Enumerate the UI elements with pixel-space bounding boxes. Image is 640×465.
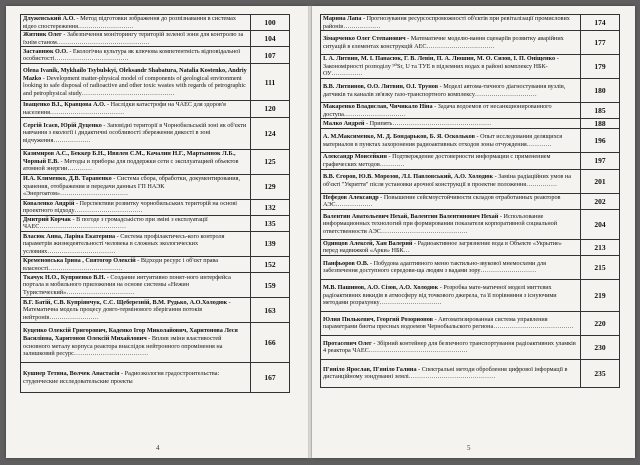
entry-title: - Система сбора, обработки, документирования, хранения, отображения и передачи данных ГП НАЭК «Энергоатом»…………………………… <box>23 175 240 198</box>
toc-entry <box>321 79 581 103</box>
entry-authors: П'яніло Ярослав, П'яніло Галина <box>323 365 417 373</box>
entry-authors: Юлия Пилькевич, Георгий Розорионов <box>323 315 434 323</box>
entry-authors: Кушнер Тетяна, Волчек Анастасія <box>23 370 120 378</box>
entry-title: - Наслідки катастрофи на ЧАЕС для здоров'я населення……………………………… <box>23 101 226 116</box>
entry-authors: Макаренко Владислав, Чичикало Ніна <box>323 103 433 111</box>
page-number: 5 <box>467 444 471 452</box>
entry-authors: Нефедов Александр <box>323 193 379 201</box>
toc-row <box>321 209 620 239</box>
toc-entry <box>21 298 251 323</box>
toc-table-left <box>20 14 290 393</box>
entry-title: - Математична модель процесу довго-термінового зберігання потоків нейтронів…………………… <box>23 298 231 321</box>
toc-body-right <box>321 15 620 388</box>
entry-title: - Побудова адаптивного меню тактильно-звукової мнемосхеми для забезпечення доступного середови-ща людям з вадами зору……………………… <box>323 259 546 275</box>
toc-entry <box>321 153 581 169</box>
toc-entry <box>21 149 251 174</box>
entry-page-number: 163 <box>251 298 290 323</box>
entry-title: - Метод підготовки зображення до розпізнавання в системах відео спостереження……………………… <box>23 15 237 30</box>
entry-title: - Заповідні території в Чорнобильській зоні як об'єкти навчання з екології і дидактичні особливості збереження дикості в зоні відчуження……………… <box>23 121 247 144</box>
entry-title: - Опыт исследования делящихся материалов в пунктах захоронения радиоактивных отходов зоны отчуждения………… <box>323 133 563 148</box>
entry-authors: В.Г. Батій, С.В. Купріянчук, С.С. Щеберезній, В.М. Рудько, А.О.Холодюк <box>23 298 228 306</box>
entry-authors: М.В. Пашинов, А.О. Сізов, А.О. Холодюк <box>323 284 439 292</box>
toc-row <box>321 79 620 103</box>
toc-row <box>321 169 620 193</box>
entry-authors: Казимиров А.С., Беккер Б.Н., Ивялев С.М., Качалин Н.Г., Мартыннок Л.Б., Чорный Е.В. <box>23 150 236 165</box>
toc-entry <box>21 215 251 231</box>
entry-title: - Забезпечення моніторингу територій зеленої зони для контролю за їхнім станом……………………………………… <box>23 31 244 46</box>
entry-authors: В.В. Єгоров, Ю.В. Морозов, Л.І. Павловський, А.О. Холодюк <box>323 173 494 181</box>
entry-page-number: 135 <box>251 215 290 231</box>
toc-entry <box>321 255 581 279</box>
entry-authors: Житник Олег <box>23 31 62 39</box>
entry-authors: Власюк Анна, Ларіна Екатерина <box>23 232 116 240</box>
entry-page-number: 230 <box>581 335 620 359</box>
toc-entry <box>21 199 251 215</box>
page-number: 4 <box>156 444 160 452</box>
entry-page-number: 204 <box>581 209 620 239</box>
entry-title: - Радиоактивное загрязнение вода в Объекте «Укрытие» перед надвижкой «Арки» НБК… <box>323 239 562 255</box>
toc-entry <box>321 119 581 129</box>
entry-title: - Екологічна культура як ключова компетентність відповідальної особистості……………………………… <box>23 47 241 63</box>
entry-title: - Прогнозування ресурсоспроможності об'єктів при ревіталізації промислових районів……………… <box>323 15 570 30</box>
right-page <box>312 6 635 458</box>
toc-row <box>21 215 290 231</box>
entry-authors: Валентин Анатольевич Нехай, Валентин Валентинович Нехай <box>323 212 499 220</box>
toc-row <box>321 15 620 31</box>
toc-row <box>21 47 290 64</box>
entry-page-number: 139 <box>251 231 290 256</box>
entry-authors: Александр Моисейкин <box>323 153 387 161</box>
toc-entry <box>321 359 581 387</box>
entry-authors: Панфьоров О.В. <box>323 259 369 267</box>
toc-row <box>21 117 290 149</box>
entry-authors: Марина Лапа <box>323 15 362 22</box>
entry-page-number: 174 <box>581 15 620 31</box>
entry-page-number: 185 <box>581 103 620 119</box>
entry-page-number: 180 <box>581 79 620 103</box>
toc-entry <box>321 335 581 359</box>
toc-entry <box>21 47 251 64</box>
entry-page-number: 202 <box>581 193 620 209</box>
entry-page-number: 129 <box>251 174 290 199</box>
entry-title: - Закономірності розподілу ⁹⁰Sr, U та ТУЕ в підземних водах в районі комплексу НБК-ОУ…………… <box>323 55 559 78</box>
toc-entry <box>21 363 251 393</box>
entry-page-number: 179 <box>581 55 620 79</box>
entry-page-number: 125 <box>251 149 290 174</box>
entry-authors: Кременовська Ірина , Святогор Олексій <box>23 256 136 264</box>
entry-title: - Development matter-physical model of components of geological environment looking to safe disposal of radioactive and other toxic wastes with regards of petrographic and petrophysical study……………………………………… <box>23 74 246 97</box>
entry-title: - Подтверждение достоверности информации с применением графических методов………… <box>323 153 551 168</box>
entry-title: - Спектральні методи оброблення цифрової інформації в дистанційному зондуванні землі…………………………………… <box>323 365 568 381</box>
entry-page-number: 120 <box>251 101 290 117</box>
entry-page-number: 188 <box>581 119 620 129</box>
toc-entry <box>321 103 581 119</box>
entry-title: - Математичне моделю-вання сценаріїв розвитку аварійних ситуацій в елементах конструкцій АЕС…………………………… <box>323 35 564 50</box>
entry-title: - Розробка мате-матичної моделі миттєвих радіоактивних викидів в атмосферу від точкового джерела, та її порівняння з існуючими методами розрахунку………………………… <box>323 284 557 307</box>
entry-page-number: 159 <box>251 273 290 298</box>
toc-row <box>21 323 290 363</box>
entry-title: - Радиоэкология градостроительства: студенческие исследовательские проекты <box>23 370 220 385</box>
toc-row <box>21 64 290 101</box>
toc-row <box>321 279 620 311</box>
entry-authors: Ткачук Н.О., Куприенко В.Н. <box>23 273 106 281</box>
toc-entry <box>321 239 581 255</box>
entry-authors: В.В. Литвинов, О.О. Литвин, О.І. Трунов <box>323 83 439 91</box>
entry-title: - Автоматизированная система управления параметрами биоты пресных водоемов Чернобыльского региона………………………………… <box>323 315 574 331</box>
toc-entry <box>321 15 581 31</box>
entry-page-number: 219 <box>581 279 620 311</box>
entry-authors: Дмитрий Корчак <box>23 215 71 223</box>
toc-entry <box>321 55 581 79</box>
entry-title: - Задача водоемов от несанкционированного доступа………………………… <box>323 103 552 118</box>
entry-title: - Припять………………………………………… <box>366 120 492 128</box>
entry-title: - Перспективи розвитку чорнобильських територій на основі проектного підходу…………………………… <box>23 199 238 215</box>
entry-page-number: 197 <box>581 153 620 169</box>
toc-entry <box>21 231 251 256</box>
toc-row <box>21 273 290 298</box>
toc-entry <box>21 174 251 199</box>
toc-row <box>321 55 620 79</box>
entry-page-number: 124 <box>251 117 290 149</box>
toc-row <box>321 311 620 335</box>
entry-title: - Вплив зміни властивостей основного металу корпуса реактора внаслідок нейтронного опромінення на залишковий ресурс……………………………… <box>23 335 223 358</box>
toc-row <box>321 103 620 119</box>
entry-authors: Малко Андрей <box>323 120 365 128</box>
entry-page-number: 100 <box>251 15 290 31</box>
toc-row <box>21 363 290 393</box>
entry-title: - Відходи ресурс і об'єкт права власності……………………………… <box>23 256 219 272</box>
entry-title: - Збірний контейнер для безпечного транспортування радіоактивних уламків 4 реактора ЧАЕС………………………………………… <box>323 339 576 355</box>
toc-row <box>21 298 290 323</box>
toc-entry <box>21 15 251 31</box>
toc-table-right <box>320 14 620 388</box>
toc-entry <box>21 323 251 363</box>
toc-entry <box>21 273 251 298</box>
entry-authors: Длужевський А.О. <box>23 15 75 22</box>
entry-title: - Создание интуитивно понят-ного интерфейса портала и мобильного приложения на основе системы «Нежин Туристический»…………………………… <box>23 273 231 296</box>
toc-entry <box>21 31 251 47</box>
entry-page-number: 152 <box>251 256 290 272</box>
toc-row <box>21 174 290 199</box>
toc-row <box>321 359 620 387</box>
entry-page-number: 196 <box>581 129 620 153</box>
toc-row <box>21 231 290 256</box>
entry-authors: А. М.Максименко, М. Д. Бондарьков, Б. Я. Оскольков <box>323 133 475 141</box>
entry-page-number: 220 <box>581 311 620 335</box>
toc-row <box>321 193 620 209</box>
entry-authors: Протасевич Олег <box>323 339 372 347</box>
toc-entry <box>321 279 581 311</box>
toc-row <box>321 255 620 279</box>
entry-authors: Коваленко Андрій <box>23 199 75 207</box>
toc-entry <box>21 117 251 149</box>
toc-row <box>21 149 290 174</box>
left-page <box>6 6 308 458</box>
entry-title: - Моделі автома-тичного діагностування вузлів, датчиків та каналів зв'язку газо-транспортного комплексу………………………… <box>323 83 566 98</box>
toc-body-left <box>21 15 290 393</box>
entry-authors: Куценко Олексій Григорович, Каденко Ігор Миколайович, Харитонова Леся Василівна, Харитонов Олексій Михайлович <box>23 327 238 343</box>
entry-authors: І. А. Литвин, М. І. Панасюк, Г. В. Левін, П. А. Люшин, М. О. Сизов, І. П. Оніщенко <box>323 55 556 63</box>
toc-entry <box>21 64 251 101</box>
entry-title: - Повышение сейсмоустойчивости складов отработанных реакторов АЭС……………… <box>323 193 561 209</box>
entry-page-number: 104 <box>251 31 290 47</box>
entry-page-number: 177 <box>581 31 620 55</box>
toc-row <box>321 119 620 129</box>
toc-row <box>321 335 620 359</box>
entry-page-number: 132 <box>251 199 290 215</box>
toc-entry <box>321 209 581 239</box>
toc-row <box>321 129 620 153</box>
entry-authors: И.А. Клименко, Д.В. Тараненко <box>23 175 112 183</box>
entry-title: - Использование информационных технологий при формировании показателя корпоративной социальной ответственности АЭС…………………………………… <box>323 212 558 236</box>
toc-entry <box>321 311 581 335</box>
toc-row <box>321 31 620 55</box>
entry-page-number: 166 <box>251 323 290 363</box>
toc-entry <box>21 256 251 272</box>
toc-row <box>21 101 290 117</box>
toc-entry <box>321 129 581 153</box>
entry-authors: Сергій Ісаєв, Юрій Дуценко <box>23 121 102 129</box>
toc-row <box>21 199 290 215</box>
entry-page-number: 111 <box>251 64 290 101</box>
toc-row <box>21 15 290 31</box>
entry-authors: Olena Ivanik, Mykhailo Tsybulskyi, Oleksandr Shabatura, Natalia Kostenko, Andriy Mazko <box>23 67 247 82</box>
toc-entry <box>321 31 581 55</box>
toc-row <box>21 256 290 272</box>
entry-page-number: 107 <box>251 47 290 64</box>
entry-title: - Система профілактичесь-кого контроля параметрів жизнедеятельності человека в сложных экологических условиях…………………………… <box>23 232 225 255</box>
entry-title: - Методы и приборы для поддержки сети с эксплуатацией объектов атомной энергии………… <box>23 157 239 173</box>
toc-entry <box>21 101 251 117</box>
entry-page-number: 235 <box>581 359 620 387</box>
toc-row <box>21 31 290 47</box>
entry-title: - В погоде з громадськістю при зміні з експлуатації ЧАЕС…………………………………… <box>23 215 208 231</box>
entry-authors: Одинцов Алексей, Хан Валерий <box>323 239 413 247</box>
entry-page-number: 201 <box>581 169 620 193</box>
entry-authors: Зімарченко Олег Степанович <box>323 35 406 43</box>
toc-entry <box>321 193 581 209</box>
entry-page-number: 215 <box>581 255 620 279</box>
toc-entry <box>321 169 581 193</box>
entry-page-number: 167 <box>251 363 290 393</box>
toc-row <box>321 153 620 169</box>
entry-authors: Заставнюк О.О. <box>23 47 68 55</box>
entry-page-number: 213 <box>581 239 620 255</box>
toc-row <box>321 239 620 255</box>
entry-title: - Заміна радіаційних умов на об'єкті "Укриття" після установки арочної конструкції в проектне положення…………… <box>323 173 571 189</box>
entry-authors: Іващенко В.І., Кравцова А.О. <box>23 101 106 109</box>
